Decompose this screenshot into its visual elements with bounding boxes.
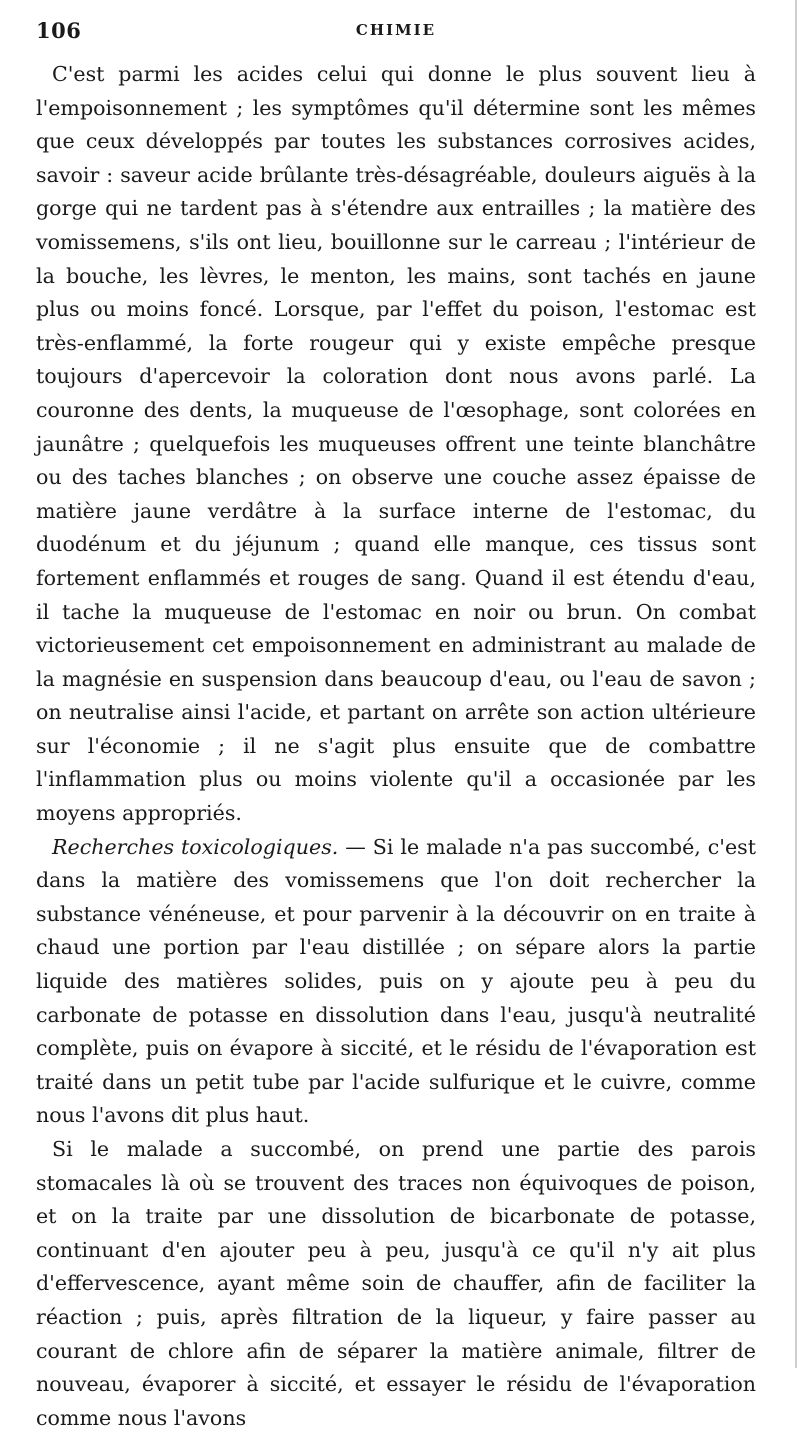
- book-page: [36, 18, 756, 1435]
- paragraph-1-text: C'est parmi les acides celui qui donne le plus souvent lieu à l'empoisonnement ; les symptômes qu'il détermine sont les mêmes que ceux développés par toutes les substances corrosives acides, savoir : saveur acide brûlante très-désagréable, douleurs aiguës à la gorge qui ne tardent pas à s'étendre aux entrailles ; la matière des vomissemens, s'ils ont lieu, bouillonne sur le carreau ; l'intérieur de la bouche, les lèvres, le menton, les mains, sont tachés en jaune plus ou moins foncé. Lorsque, par l'effet du poison, l'estomac est très-enflammé, la forte rougeur qui y existe empêche presque toujours d'apercevoir la coloration dont nous avons parlé. La couronne des dents, la muqueuse de l'œsophage, sont colorées en jaunâtre ; quelquefois les muqueuses offrent une teinte blanchâtre ou des taches blanches ; on observe une couche assez épaisse de matière jaune verdâtre à la surface interne de l'estomac, du duodénum et du jéjunum ; quand elle manque, ces tissus sont fortement enflammés et rouges de sang. Quand il est étendu d'eau, il tache la muqueuse de l'estomac en noir ou brun. On combat victorieusement cet empoisonnement en administrant au malade de la magnésie en suspension dans beaucoup d'eau, ou l'eau de savon ; on neutralise ainsi l'acide, et partant on arrête son action ultérieure sur l'économie ; il ne s'agit plus ensuite que de combattre l'inflammation plus ou moins violente qu'il a occasionée par les moyens appropriés.: [36, 62, 756, 826]
- paragraph-2-text: — Si le malade n'a pas succombé, c'est dans la matière des vomissemens que l'on doit rechercher la substance vénéneuse, et pour parvenir à la découvrir on en traite à chaud une portion par l'eau distillée ; on sépare alors la partie liquide des matières solides, puis on y ajoute peu à peu du carbonate de potasse en dissolution dans l'eau, jusqu'à neutralité complète, puis on évapore à siccité, et le résidu de l'évaporation est traité dans un petit tube par l'acide sulfurique et le cuivre, comme nous l'avons dit plus haut.: [36, 834, 756, 1128]
- page-edge-line: [795, 0, 797, 1368]
- section-title-recherches: Recherches toxicologiques.: [52, 834, 339, 859]
- body-text: [36, 58, 756, 1435]
- paragraph-3: [36, 1133, 756, 1435]
- page-header: [36, 18, 756, 46]
- paragraph-1: [36, 58, 756, 831]
- running-head: CHIMIE: [355, 21, 437, 39]
- page-number: 106: [36, 18, 82, 43]
- paragraph-3-text: Si le malade a succombé, on prend une partie des parois stomacales là où se trouvent des traces non équivoques de poison, et on la traite par une dissolution de bicarbonate de potasse, continuant d'en ajouter peu à peu, jusqu'à ce qu'il n'y ait plus d'effervescence, ayant même soin de chauffer, afin de faciliter la réaction ; puis, après filtration de la liqueur, y faire passer au courant de chlore afin de séparer la matière animale, filtrer de nouveau, évaporer à siccité, et essayer le résidu de l'évaporation comme nous l'avons: [36, 1137, 756, 1430]
- paragraph-2: [36, 831, 756, 1133]
